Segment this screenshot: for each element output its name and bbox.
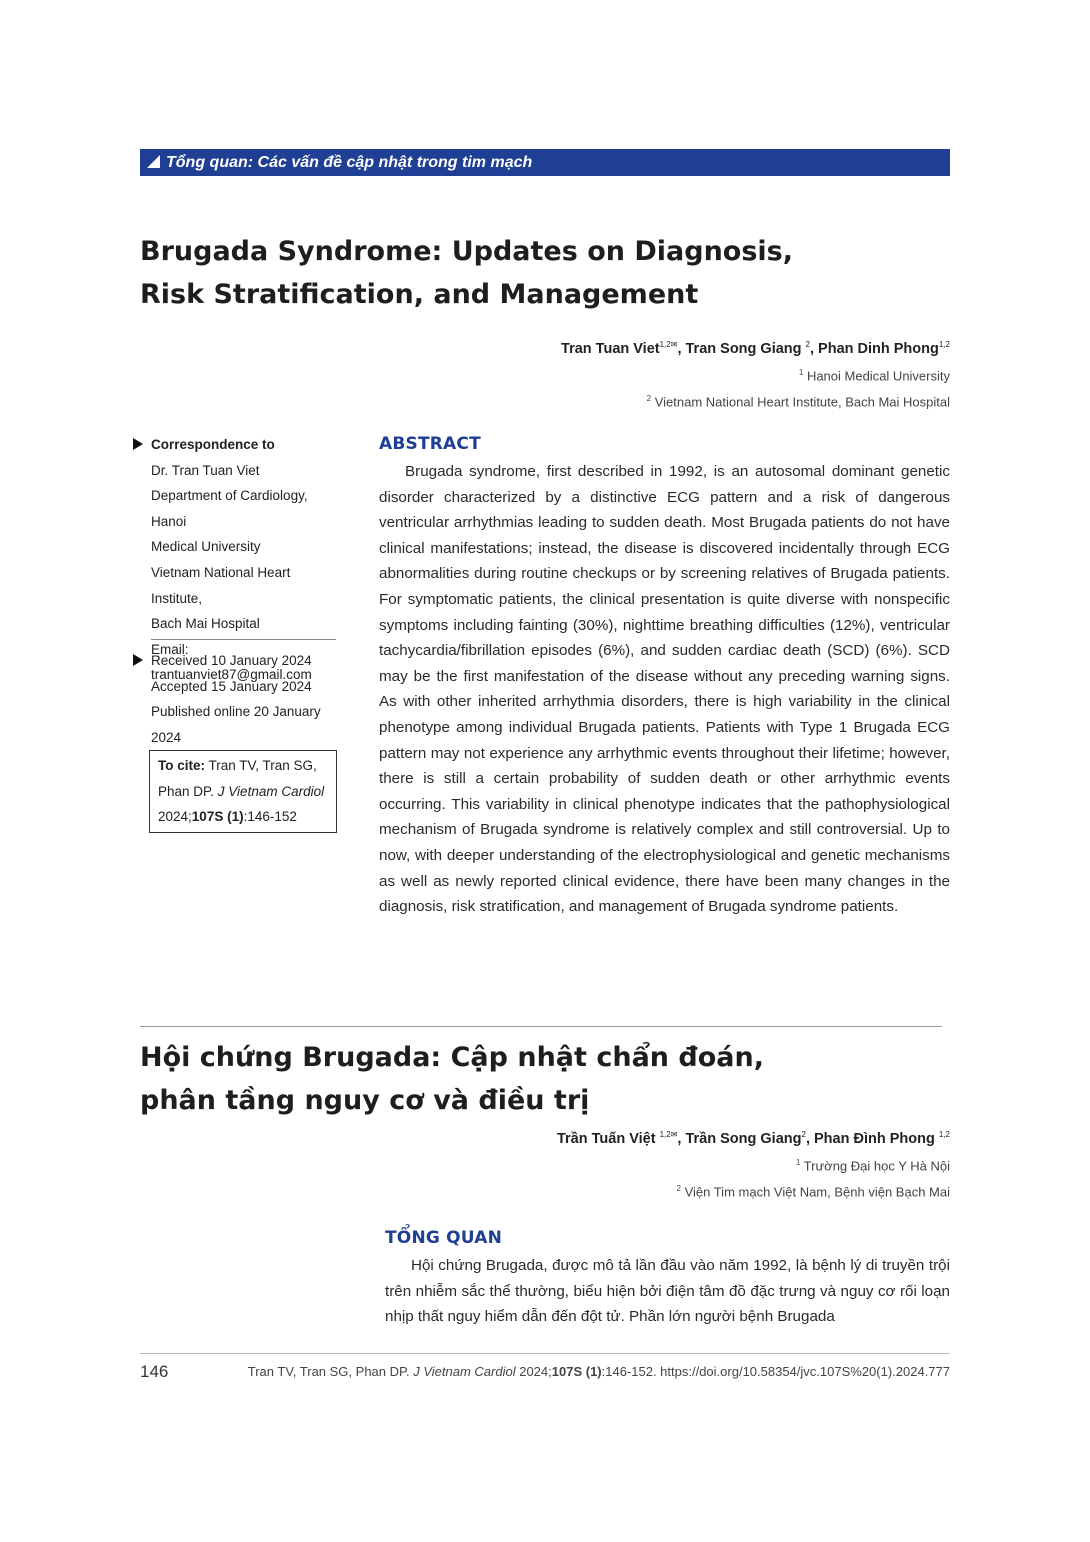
- aff-sup: 2: [646, 394, 652, 403]
- aff-sup: 1: [798, 368, 804, 377]
- cite-label: To cite:: [158, 758, 205, 773]
- affiliation-vi-2: [677, 1184, 951, 1199]
- author-sup: 2: [801, 1130, 806, 1139]
- correspondence-line: Medical University: [151, 539, 261, 555]
- footer-cite-text: Tran TV, Tran SG, Phan DP.: [247, 1364, 414, 1379]
- cite-volume: 107S (1): [191, 809, 244, 825]
- author-name: , Tran Song Giang: [677, 340, 806, 357]
- abstract-body: Brugada syndrome, first described in 1992, is an autosomal dominant genetic disorder characterized by a distinctive ECG pattern and a risk of dangerous ventricular arrhythmias leading to sudden death. Most Brugada patients do not have clinical manifestations; instead, the disease is discovered incidentally through ECG abnormalities during routine checkups or by screening relatives of Brugada patients. For symptomatic patients, the clinical presentation is quite diverse with nonspecific symptoms including fainting (30%), nighttime breathing difficulties (12%), ventricular tachycardia/fibrillation episodes (6%), and sudden cardiac death (SCD) (6%). SCD may be the first manifestation of the disease without any preceding warning signs. As with other inherited arrhythmia disorders, there is high variability in the clinical phenotype among individual Brugada patients. Patients with Type 1 Brugada ECG pattern may not experience any arrhythmic events throughout their lifetime; however, there is still a certain probability of sudden death or other arrhythmic events occurring. This variability in clinical phenotype indicates that the pathophysiological mechanism of Brugada syndrome is relatively complex and still controversial. Up to now, with deeper understanding of the electrophysiological and genetic mechanisms as well as newly reported clinical evidence, there have been many changes in the diagnosis, risk stratification, and management of Brugada syndrome patients.: [379, 463, 950, 916]
- section-banner: [140, 149, 950, 176]
- aff-text: Vietnam National Heart Institute, Bach Mai Hospital: [651, 394, 950, 410]
- footer-doi-link[interactable]: :146-152. https://doi.org/10.58354/jvc.107S%20(1).2024.777: [601, 1364, 950, 1379]
- authors-vi: [557, 1130, 950, 1147]
- aff-sup: 1: [795, 1158, 801, 1167]
- footer-cite-journal: J Vietnam Cardiol: [413, 1364, 516, 1379]
- author-sup: 2: [805, 340, 810, 349]
- section-divider: [140, 1026, 942, 1027]
- aff-text: Trường Đại học Y Hà Nội: [800, 1158, 950, 1174]
- overview-body-container: [385, 1253, 950, 1330]
- author-name: Trần Tuấn Việt: [556, 1130, 660, 1147]
- author-name: , Phan Dinh Phong: [809, 340, 939, 357]
- footer-cite-volume: 107S (1): [551, 1364, 602, 1379]
- cite-journal: J Vietnam Cardiol: [217, 783, 325, 799]
- correspondence-line: Bach Mai Hospital: [151, 616, 260, 632]
- page-number: 146: [140, 1362, 169, 1381]
- author-sup: 1,2✉: [659, 1130, 678, 1139]
- author-sup: 1,2: [938, 1130, 950, 1139]
- aff-text: Viện Tim mạch Việt Nam, Bệnh viện Bạch Mai: [680, 1184, 950, 1200]
- triangle-icon: [147, 155, 160, 168]
- published-date: Published online 20 January 2024: [151, 704, 321, 745]
- affiliation-vi-1: [796, 1158, 950, 1173]
- cite-pages: :146-152: [243, 809, 297, 825]
- article-title-vi: [140, 1036, 900, 1122]
- banner-text: Tổng quan: Các vấn đề cập nhật trong tim mạch: [166, 154, 533, 171]
- author-name: Tran Tuan Viet: [561, 340, 660, 357]
- title-en-line1: Brugada Syndrome: Updates on Diagnosis,: [140, 236, 794, 267]
- affiliation-en-2: [647, 394, 950, 409]
- author-name: , Trần Song Giang: [677, 1130, 802, 1147]
- dates-block: [133, 648, 338, 750]
- overview-heading: TỔNG QUAN: [385, 1228, 503, 1248]
- footer-divider: [140, 1353, 950, 1354]
- cite-text: Tran TV, Tran SG, Phan DP.: [158, 758, 317, 799]
- aff-sup: 2: [676, 1184, 681, 1193]
- authors-en: [561, 340, 950, 357]
- cite-box: [149, 750, 337, 833]
- correspondence-line: Department of Cardiology, Hanoi: [151, 488, 308, 529]
- affiliation-en-1: [799, 368, 950, 383]
- accepted-date: Accepted 15 January 2024: [151, 678, 312, 694]
- aff-text: Hanoi Medical University: [803, 368, 950, 384]
- correspondence-line: Vietnam National Heart Institute,: [151, 564, 291, 606]
- sidebar-divider: [151, 639, 336, 640]
- correspondence-line: Dr. Tran Tuan Viet: [151, 462, 260, 478]
- overview-body: Hội chứng Brugada, được mô tả lần đầu vào năm 1992, là bệnh lý di truyền trội trên nhiễm sắc thể thường, biểu hiện bởi điện tâm đồ đặc trưng và nguy cơ rối loạn nhịp thất nguy hiểm dẫn đến đột tử. Phần lớn người bệnh Brugada: [385, 1257, 950, 1326]
- correspondence-email[interactable]: Email: trantuanviet87@gmail.com: [151, 641, 312, 683]
- title-en-line2: Risk Stratification, and Management: [140, 279, 699, 310]
- abstract-heading: ABSTRACT: [379, 434, 481, 454]
- arrow-right-icon: [133, 654, 143, 666]
- correspondence-heading: Correspondence to: [151, 437, 275, 452]
- title-vi-line1: Hội chứng Brugada: Cập nhật chẩn đoán,: [140, 1042, 764, 1073]
- cite-year: 2024;: [158, 809, 192, 825]
- arrow-right-icon: [133, 438, 143, 450]
- author-sup: 1,2✉: [659, 340, 678, 349]
- received-date: Received 10 January 2024: [151, 653, 312, 668]
- footer-citation: [248, 1364, 950, 1379]
- footer-cite-year: 2024;: [515, 1364, 552, 1379]
- abstract-body-container: [379, 459, 950, 920]
- article-title-en: [140, 230, 840, 316]
- author-sup: 1,2: [938, 340, 950, 349]
- author-name: , Phan Đình Phong: [805, 1130, 939, 1147]
- title-vi-line2: phân tầng nguy cơ và điều trị: [140, 1085, 590, 1116]
